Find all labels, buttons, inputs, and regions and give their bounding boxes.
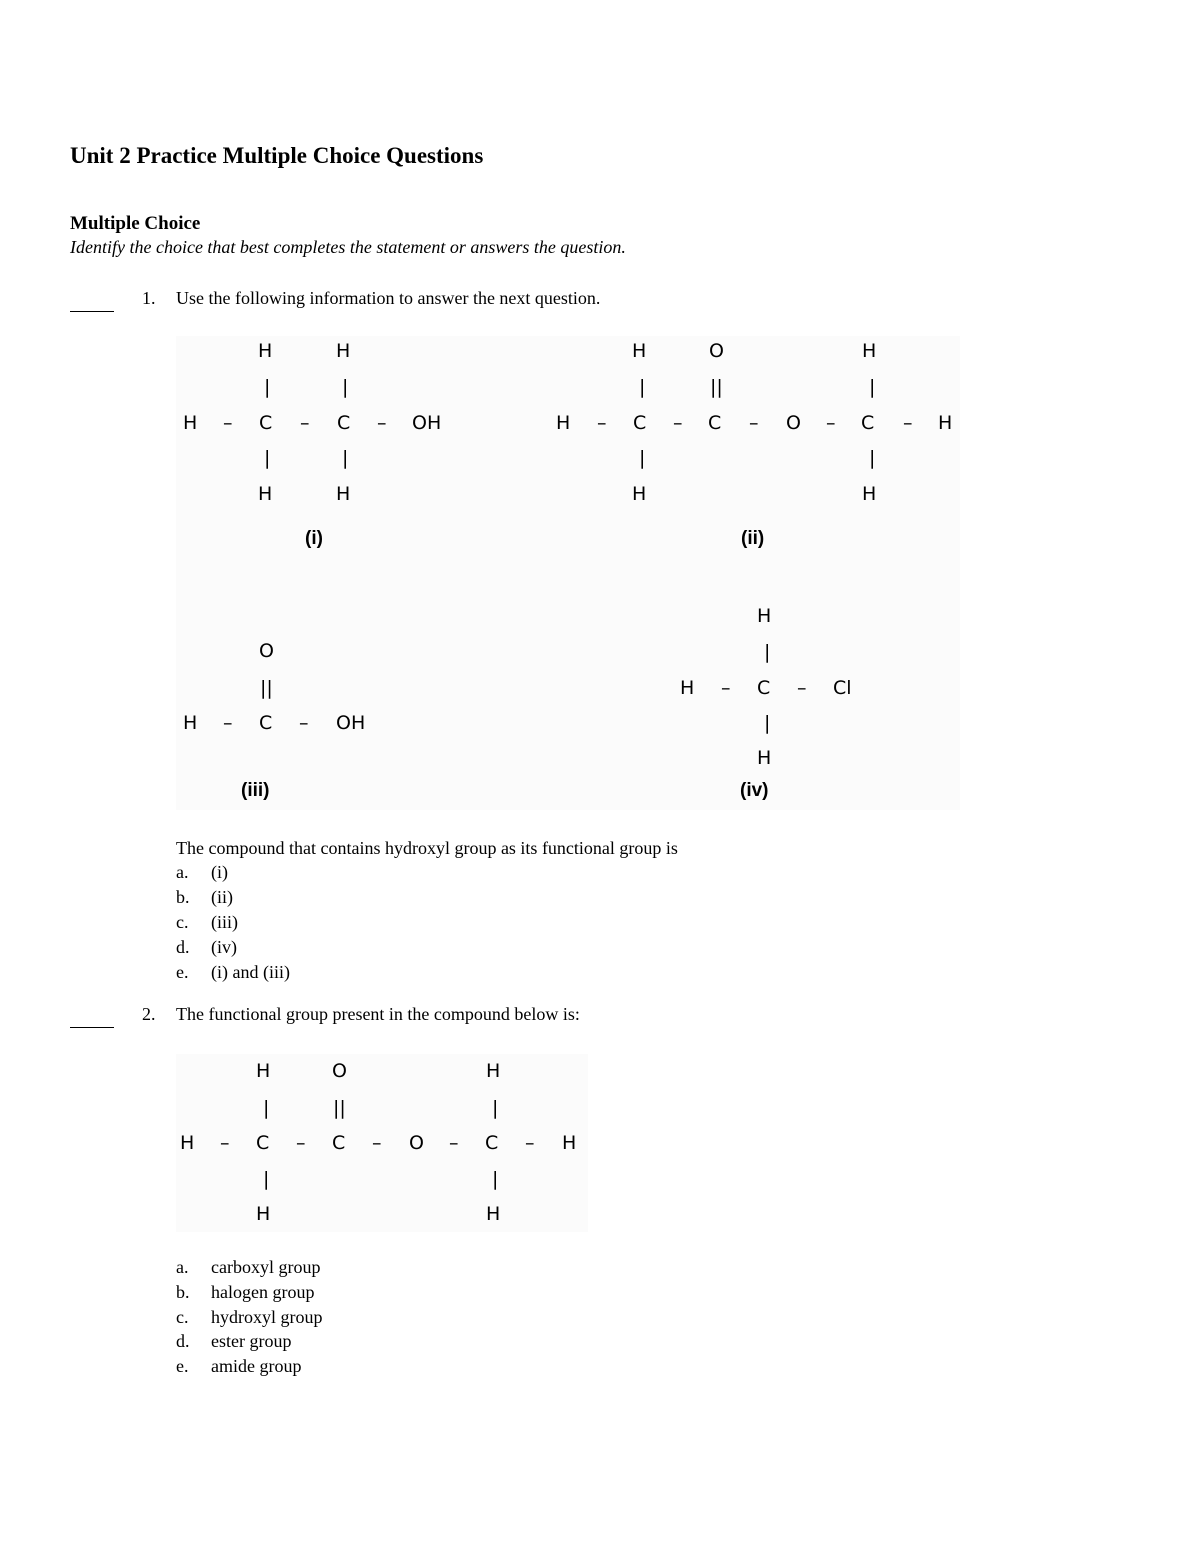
choice-d[interactable] xyxy=(176,1331,291,1352)
atom-h: H xyxy=(556,412,571,434)
double-bond: || xyxy=(710,376,723,398)
choice-text: hydroxyl group xyxy=(211,1307,323,1327)
single-bond: – xyxy=(299,712,309,734)
structures-figure xyxy=(176,336,960,810)
choice-text: ester group xyxy=(211,1331,292,1351)
single-bond: – xyxy=(449,1132,459,1154)
single-bond: | xyxy=(342,447,349,469)
single-bond: – xyxy=(826,412,836,434)
single-bond: – xyxy=(223,412,233,434)
atom-h: H xyxy=(632,483,647,505)
single-bond: – xyxy=(903,412,913,434)
structure-label-iii: (iii) xyxy=(241,780,270,801)
choice-letter: c. xyxy=(176,1307,189,1327)
structure-label-iv: (iv) xyxy=(740,780,769,801)
instructions: Identify the choice that best completes the statement or answers the question. xyxy=(70,237,626,257)
atom-h: H xyxy=(336,483,351,505)
atom-h: H xyxy=(562,1132,577,1154)
choice-a[interactable] xyxy=(176,862,228,883)
choice-c[interactable] xyxy=(176,912,238,933)
choice-letter: e. xyxy=(176,962,189,982)
atom-c: C xyxy=(256,1132,270,1154)
single-bond: – xyxy=(721,677,731,699)
atom-h: H xyxy=(183,712,198,734)
page-title: Unit 2 Practice Multiple Choice Questions xyxy=(70,143,484,168)
atom-h: H xyxy=(757,605,772,627)
choice-d[interactable] xyxy=(176,937,237,958)
choice-letter: d. xyxy=(176,937,190,957)
atom-c: C xyxy=(861,412,875,434)
single-bond: | xyxy=(263,1168,270,1190)
question-number-2: 2. xyxy=(142,1004,156,1024)
single-bond: | xyxy=(764,641,771,663)
single-bond: | xyxy=(492,1168,499,1190)
single-bond: | xyxy=(342,376,349,398)
choice-c[interactable] xyxy=(176,1307,323,1328)
atom-h: H xyxy=(680,677,695,699)
atom-c: C xyxy=(259,412,273,434)
atom-o: O xyxy=(786,412,801,434)
single-bond: – xyxy=(220,1132,230,1154)
answer-blank-q1[interactable] xyxy=(70,311,114,312)
atom-o: O xyxy=(409,1132,424,1154)
single-bond: – xyxy=(673,412,683,434)
single-bond: – xyxy=(749,412,759,434)
question-1-prompt: Use the following information to answer the next question. xyxy=(176,288,601,308)
answer-blank-q2[interactable] xyxy=(70,1027,114,1028)
atom-h: H xyxy=(862,483,877,505)
atom-h: H xyxy=(183,412,198,434)
atom-c: C xyxy=(485,1132,499,1154)
atom-h: H xyxy=(486,1203,501,1225)
choice-a[interactable] xyxy=(176,1257,320,1278)
atom-h: H xyxy=(256,1203,271,1225)
choice-text: halogen group xyxy=(211,1282,315,1302)
atom-h: H xyxy=(632,340,647,362)
choice-letter: e. xyxy=(176,1356,189,1376)
choice-e[interactable] xyxy=(176,962,290,983)
atom-h: H xyxy=(336,340,351,362)
group-oh: OH xyxy=(336,712,366,734)
single-bond: – xyxy=(300,412,310,434)
question-2-prompt: The functional group present in the compound below is: xyxy=(176,1004,580,1024)
choice-text: (ii) xyxy=(211,887,233,907)
section-heading: Multiple Choice xyxy=(70,213,201,234)
atom-o: O xyxy=(259,640,274,662)
choice-letter: c. xyxy=(176,912,189,932)
choice-text: (i) xyxy=(211,862,228,882)
single-bond: – xyxy=(597,412,607,434)
single-bond: | xyxy=(764,712,771,734)
atom-h: H xyxy=(938,412,953,434)
atom-h: H xyxy=(180,1132,195,1154)
double-bond: || xyxy=(333,1097,346,1119)
atom-o: O xyxy=(709,340,724,362)
choice-letter: b. xyxy=(176,887,190,907)
choice-text: (iii) xyxy=(211,912,238,932)
choice-letter: d. xyxy=(176,1331,190,1351)
single-bond: – xyxy=(797,677,807,699)
atom-h: H xyxy=(486,1060,501,1082)
structure-label-i: (i) xyxy=(305,528,323,549)
structure-label-ii: (ii) xyxy=(741,528,765,549)
choice-text: carboxyl group xyxy=(211,1257,321,1277)
single-bond: – xyxy=(377,412,387,434)
atom-o: O xyxy=(332,1060,347,1082)
single-bond: | xyxy=(264,376,271,398)
atom-c: C xyxy=(332,1132,346,1154)
single-bond: | xyxy=(639,376,646,398)
single-bond: | xyxy=(263,1097,270,1119)
single-bond: – xyxy=(525,1132,535,1154)
atom-c: C xyxy=(633,412,647,434)
atom-c: C xyxy=(708,412,722,434)
choice-text: amide group xyxy=(211,1356,302,1376)
group-oh: OH xyxy=(412,412,442,434)
atom-h: H xyxy=(256,1060,271,1082)
choice-letter: a. xyxy=(176,862,189,882)
single-bond: | xyxy=(869,376,876,398)
question-number-1: 1. xyxy=(142,288,156,308)
choice-text: (i) and (iii) xyxy=(211,962,290,982)
single-bond: – xyxy=(372,1132,382,1154)
choice-letter: a. xyxy=(176,1257,189,1277)
atom-h: H xyxy=(862,340,877,362)
choice-text: (iv) xyxy=(211,937,237,957)
single-bond: | xyxy=(869,447,876,469)
question-1-stem: The compound that contains hydroxyl group as its functional group is xyxy=(176,838,678,858)
choice-letter: b. xyxy=(176,1282,190,1302)
atom-c: C xyxy=(337,412,351,434)
atom-c: C xyxy=(757,677,771,699)
atom-cl: Cl xyxy=(833,677,852,699)
double-bond: || xyxy=(260,677,273,699)
single-bond: | xyxy=(264,447,271,469)
atom-h: H xyxy=(258,483,273,505)
atom-h: H xyxy=(757,747,772,769)
atom-c: C xyxy=(259,712,273,734)
single-bond: – xyxy=(223,712,233,734)
single-bond: | xyxy=(492,1097,499,1119)
choice-e[interactable] xyxy=(176,1356,301,1377)
single-bond: – xyxy=(296,1132,306,1154)
single-bond: | xyxy=(639,447,646,469)
choice-b[interactable] xyxy=(176,1282,314,1303)
atom-h: H xyxy=(258,340,273,362)
choice-b[interactable] xyxy=(176,887,233,908)
